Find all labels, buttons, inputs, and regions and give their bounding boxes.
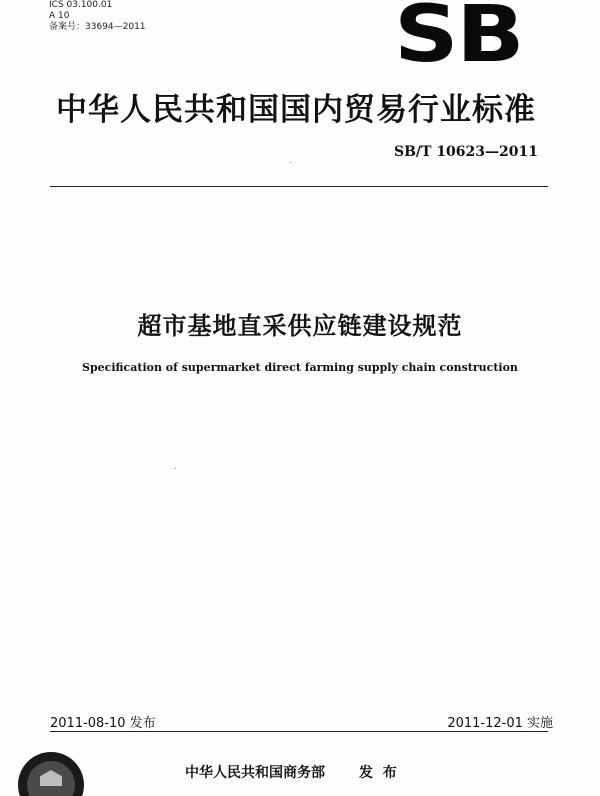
publisher-line — [185, 762, 397, 782]
standard-number: SB/T 10623—2011 — [393, 144, 538, 160]
national-emblem-icon — [18, 752, 84, 796]
ccs-code: A 10 — [49, 11, 70, 21]
top-divider — [50, 186, 548, 187]
bottom-divider — [50, 731, 548, 732]
scan-speck — [175, 468, 176, 469]
sb-logo: SB — [394, 0, 523, 80]
record-number: 备案号：33694—2011 — [49, 22, 146, 32]
document-title-cn: 超市基地直采供应链建设规范 — [137, 312, 463, 340]
issue-date: 2011-08-10 发布 — [50, 716, 156, 731]
publisher-name: 中华人民共和国商务部 — [185, 765, 325, 781]
scan-speck — [290, 162, 291, 163]
implementation-date: 2011-12-01 实施 — [447, 716, 553, 731]
document-title-en: Specification of supermarket direct farming supply chain construction — [82, 361, 518, 374]
classification-block — [49, 0, 146, 33]
org-title: 中华人民共和国国内贸易行业标准 — [56, 92, 536, 128]
ics-code: ICS 03.100.01 — [49, 0, 113, 10]
publish-action: 发 布 — [359, 765, 397, 781]
